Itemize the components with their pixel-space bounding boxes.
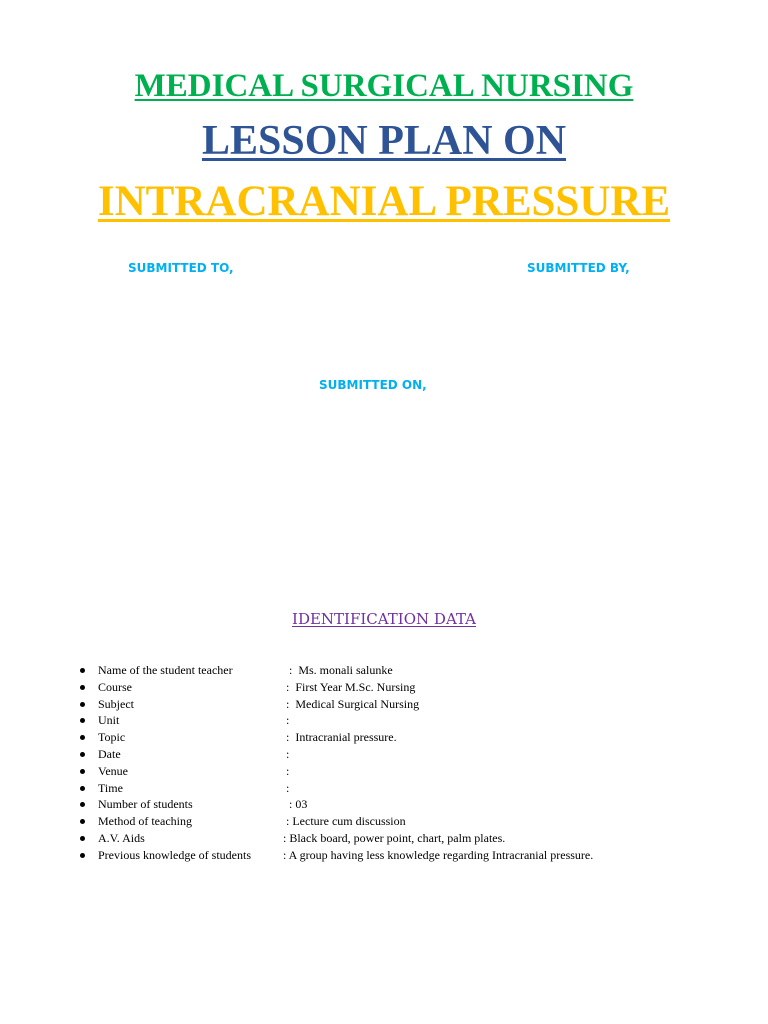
list-item — [0, 712, 768, 729]
field-value: : Black board, power point, chart, palm plates. — [283, 830, 506, 845]
course-title: MEDICAL SURGICAL NURSING — [134, 68, 634, 104]
bullet-icon — [80, 702, 85, 707]
field-label: Method of teaching — [98, 814, 192, 829]
list-item — [0, 780, 768, 797]
field-label: Course — [98, 679, 132, 694]
identification-data-heading: IDENTIFICATION DATA — [292, 610, 476, 628]
field-value: : A group having less knowledge regarding Intracranial pressure. — [283, 847, 594, 862]
list-item — [0, 813, 768, 830]
list-item — [0, 830, 768, 847]
bullet-icon — [80, 819, 85, 824]
field-label: Subject — [98, 696, 134, 711]
list-item — [0, 746, 768, 763]
field-value: : Lecture cum discussion — [283, 814, 406, 829]
bullet-icon — [80, 786, 85, 791]
field-label: Topic — [98, 730, 126, 745]
list-item — [0, 696, 768, 713]
list-item — [0, 796, 768, 813]
bullet-icon — [80, 802, 85, 807]
bullet-icon — [80, 836, 85, 841]
field-label: Number of students — [98, 797, 193, 812]
list-item — [0, 679, 768, 696]
list-item — [0, 729, 768, 746]
field-value: : — [283, 746, 290, 761]
submitted-to-label: SUBMITTED TO, — [128, 261, 234, 275]
field-value: : — [283, 713, 290, 728]
field-value: : Medical Surgical Nursing — [283, 696, 420, 711]
bullet-icon — [80, 853, 85, 858]
field-value: : — [283, 763, 290, 778]
field-label: Date — [98, 746, 121, 761]
field-label: A.V. Aids — [98, 830, 145, 845]
submitted-on-label: SUBMITTED ON, — [319, 378, 427, 392]
field-label: Venue — [98, 763, 128, 778]
bullet-icon — [80, 668, 85, 673]
bullet-icon — [80, 769, 85, 774]
field-value: : Ms. monali salunke — [283, 663, 393, 677]
identification-data-list — [0, 662, 768, 864]
list-item — [0, 763, 768, 780]
bullet-icon — [80, 752, 85, 757]
list-item — [0, 662, 768, 679]
bullet-icon — [80, 685, 85, 690]
bullet-icon — [80, 735, 85, 740]
field-value: : Intracranial pressure. — [283, 730, 397, 745]
topic-title: INTRACRANIAL PRESSURE — [97, 178, 671, 225]
field-label: Time — [98, 780, 123, 795]
lesson-plan-title: LESSON PLAN ON — [201, 118, 567, 164]
field-value: : — [283, 780, 290, 795]
field-value: : First Year M.Sc. Nursing — [283, 679, 416, 694]
field-label: Unit — [98, 713, 120, 728]
bullet-icon — [80, 718, 85, 723]
field-label: Previous knowledge of students — [98, 847, 251, 862]
field-label: Name of the student teacher — [98, 663, 233, 677]
list-item — [0, 847, 768, 864]
submitted-by-label: SUBMITTED BY, — [527, 261, 630, 275]
field-value: : 03 — [283, 797, 308, 812]
